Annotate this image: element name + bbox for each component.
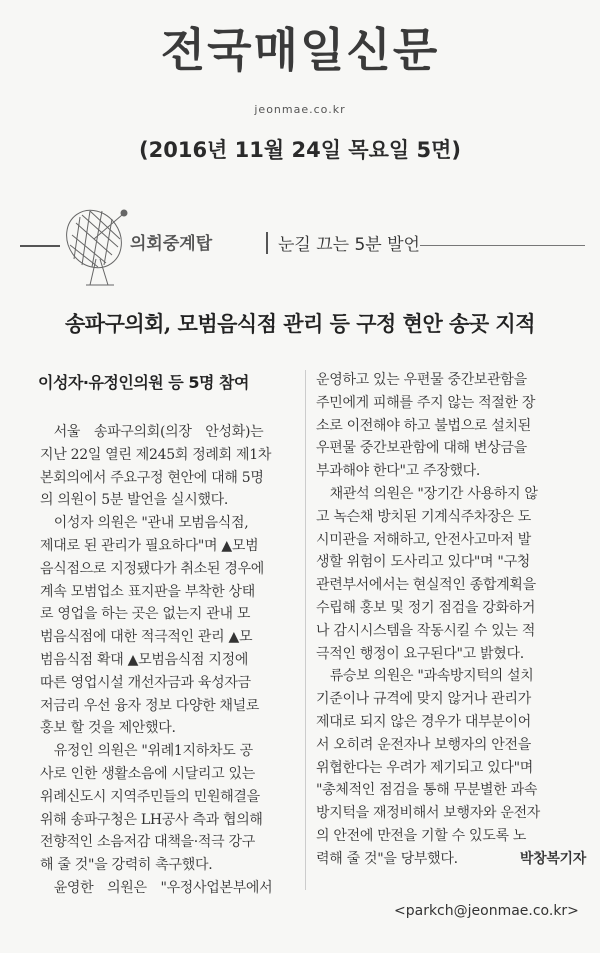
body-line: 생할 위험이 도사리고 있다"며 "구청 bbox=[316, 554, 531, 571]
body-line: 주민에게 피해를 주지 않는 적절한 장 bbox=[316, 394, 536, 411]
body-line-final bbox=[316, 848, 586, 871]
section-subtitle: 눈길 끄는 5분 발언 bbox=[278, 235, 420, 255]
body-line: 지난 22일 열린 제245회 정례회 제1차 bbox=[40, 446, 272, 463]
body-line: 류승보 의원은 "과속방지턱의 설치 bbox=[316, 668, 534, 685]
body-line: 전향적인 소음저감 대책을·적극 강구 bbox=[40, 834, 255, 851]
body-line: 의 안전에 만전을 기할 수 있도록 노 bbox=[316, 827, 527, 844]
body-line: 유정인 의원은 "위례1지하차도 공 bbox=[40, 743, 253, 760]
body-line: 이성자 의원은 "관내 모범음식점, bbox=[40, 515, 249, 532]
body-line: 의 의원이 5분 발언을 실시했다. bbox=[40, 492, 229, 509]
article-subheadline: 이성자·유정인의원 등 5명 참여 bbox=[38, 373, 249, 392]
body-line: 서 오히려 운전자나 보행자의 안전을 bbox=[316, 736, 531, 753]
body-line: 관련부서에서는 현실적인 종합계획을 bbox=[316, 577, 536, 594]
body-line: 나 감시시스템을 작동시킬 수 있는 적 bbox=[316, 622, 536, 639]
body-line: 위협한다는 우려가 제기되고 있다"며 bbox=[316, 759, 533, 776]
article-headline: 송파구의회, 모범음식점 관리 등 구정 현안 송곳 지적 bbox=[65, 311, 535, 336]
body-line: 사로 인한 생활소음에 시달리고 있는 bbox=[40, 765, 255, 782]
body-line: 부과해야 한다"고 주장했다. bbox=[316, 463, 481, 480]
section-separator bbox=[266, 232, 268, 254]
reporter-byline: 박창복기자 bbox=[519, 850, 586, 867]
section-banner bbox=[20, 195, 585, 295]
body-line: 위례신도시 지역주민들의 민원해결을 bbox=[40, 788, 260, 805]
body-line: 서울 송파구의회(의장 안성화)는 bbox=[40, 424, 264, 440]
body-line: 윤영한 의원은 "우정사업본부에서 bbox=[40, 879, 273, 896]
body-line: 음식점으로 지정됐다가 취소된 경우에 bbox=[40, 560, 265, 577]
body-line: 우편물 중간보관함에 대해 변상금을 bbox=[316, 440, 527, 457]
body-line: 시미관을 저해하고, 안전사고마저 발 bbox=[316, 531, 531, 548]
body-line: 범음식점에 대한 적극적인 관리 ▲모 bbox=[40, 629, 253, 646]
body-line: "총체적인 점검을 통해 무분별한 과속 bbox=[316, 782, 538, 799]
body-line: 제대로 된 관리가 필요하다"며 ▲모범 bbox=[40, 537, 259, 554]
section-name: 의회중계탑 bbox=[130, 234, 213, 254]
masthead-url: jeonmae.co.kr bbox=[254, 103, 346, 116]
body-line: 계속 모범업소 표지판을 부착한 상태 bbox=[40, 583, 255, 600]
body-line: 따른 영업시설 개선자금과 육성자금 bbox=[40, 674, 251, 691]
body-line: 운영하고 있는 우편물 중간보관함을 bbox=[316, 372, 527, 388]
article-body-right-column bbox=[316, 369, 586, 871]
body-line: 고 녹슨채 방치된 기계식주차장은 도 bbox=[316, 508, 531, 525]
body-line: 제대로 되지 않은 경우가 대부분이어 bbox=[316, 713, 531, 730]
article-body-left-column bbox=[40, 421, 294, 900]
body-line: 소로 이전해야 하고 불법으로 설치된 bbox=[316, 417, 531, 434]
newspaper-masthead: 전국매일신문 bbox=[160, 23, 440, 77]
body-line: 해 줄 것"을 강력히 촉구했다. bbox=[40, 857, 213, 874]
body-line: 범음식점 확대 ▲모범음식점 지정에 bbox=[40, 651, 249, 668]
body-line: 채관석 의원은 "장기간 사용하지 않 bbox=[316, 485, 538, 502]
dateline: (2016년 11월 24일 목요일 5면) bbox=[139, 138, 461, 162]
body-line: 기준이나 규격에 맞지 않거나 관리가 bbox=[316, 691, 531, 708]
body-line: 본회의에서 주요구정 현안에 대해 5명 bbox=[40, 469, 264, 486]
reporter-email: <parkch@jeonmae.co.kr> bbox=[394, 903, 579, 919]
body-line: 방지턱을 재정비해서 보행자와 운전자 bbox=[316, 805, 541, 822]
body-line: 극적인 행정이 요구된다"고 밝혔다. bbox=[316, 645, 524, 662]
body-line: 위해 송파구청은 LH공사 측과 협의해 bbox=[40, 811, 263, 828]
body-line: 력해 줄 것"을 당부했다. bbox=[316, 850, 458, 867]
satellite-dish-icon bbox=[62, 201, 138, 287]
body-line: 저금리 우선 융자 정보 다양한 채널로 bbox=[40, 697, 260, 714]
body-line: 수립해 홍보 및 정기 점검을 강화하거 bbox=[316, 599, 536, 616]
section-rule-left bbox=[20, 245, 60, 247]
body-line: 로 영업을 하는 곳은 없는지 관내 모 bbox=[40, 606, 251, 623]
body-line: 홍보 할 것을 제안했다. bbox=[40, 720, 176, 737]
section-rule-right bbox=[420, 245, 585, 246]
column-divider bbox=[305, 370, 306, 890]
